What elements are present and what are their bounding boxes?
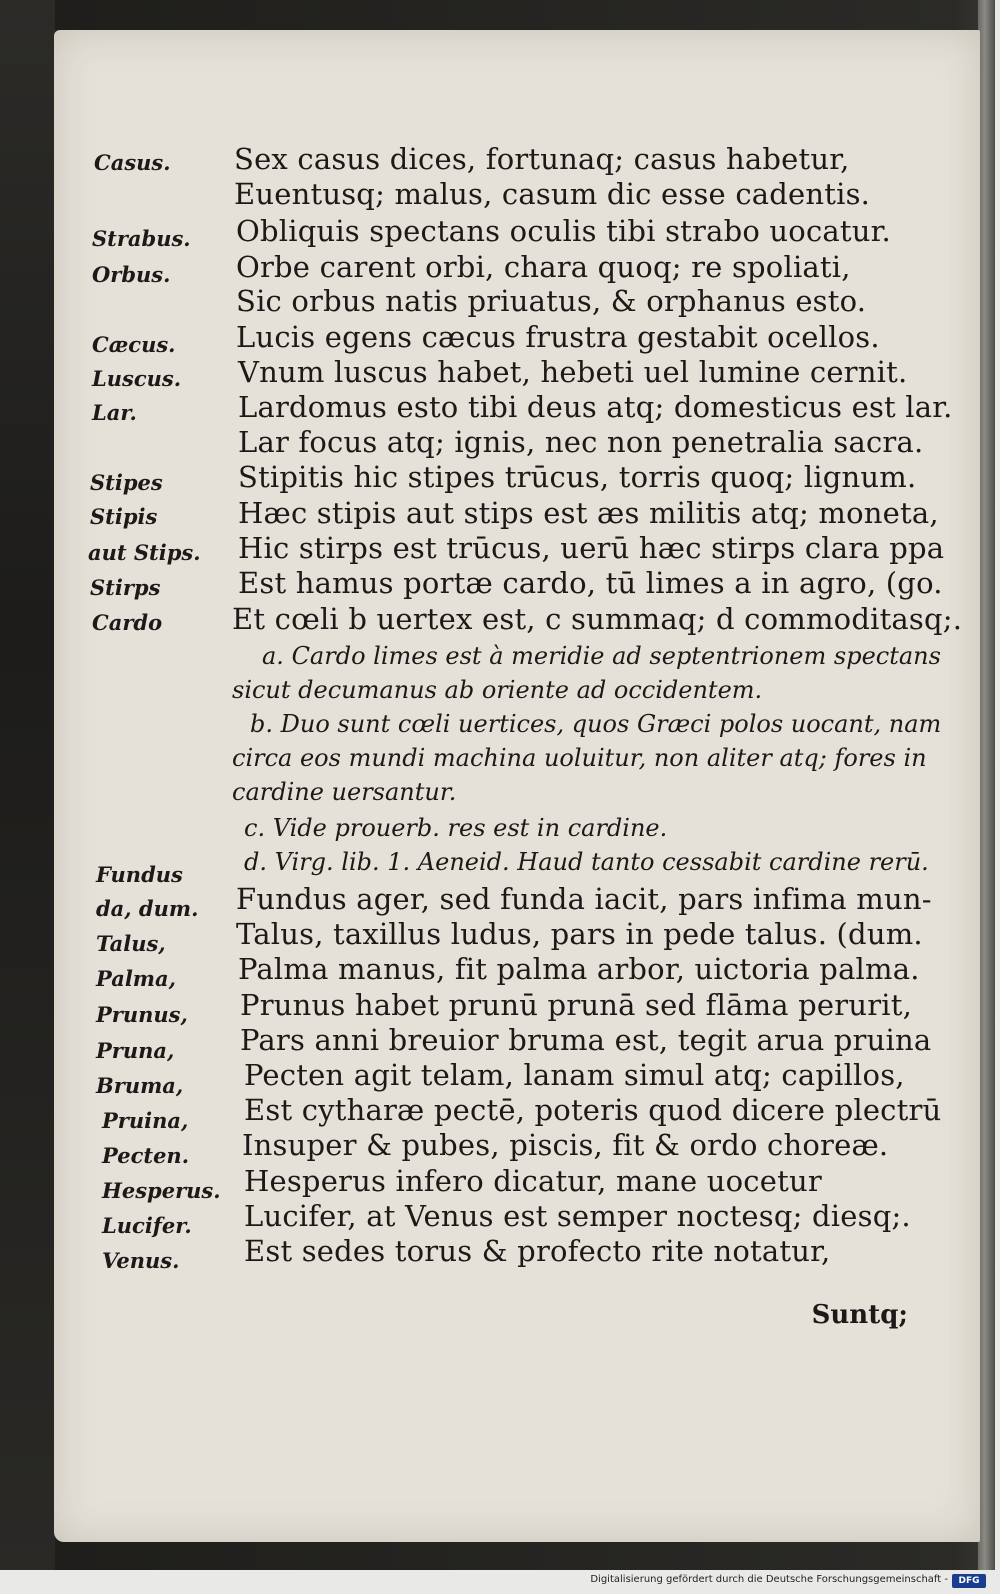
dfg-logo: DFG (952, 1574, 986, 1588)
verse-line: Lucis egens cæcus frustra gestabit ocellos. (236, 320, 880, 354)
verse-line: Stipitis hic stipes trūcus, torris quoq; lignum. (238, 460, 917, 494)
verse-line: Insuper & pubes, piscis, fit & ordo choreæ. (242, 1128, 889, 1162)
margin-note: Hesperus. (102, 1178, 221, 1203)
verse-line: Et cœli b uertex est, c summaq; d commoditasq;. (232, 602, 963, 636)
verse-line: Pars anni breuior bruma est, tegit arua pruina (240, 1023, 932, 1057)
margin-note: Pecten. (102, 1143, 190, 1168)
verse-line: Orbe carent orbi, chara quoq; re spoliati, (236, 250, 851, 284)
margin-note: Orbus. (92, 262, 171, 287)
verse-line: Lar focus atq; ignis, nec non penetralia sacra. (238, 425, 924, 459)
margin-note: Pruina, (102, 1108, 189, 1133)
margin-note: Casus. (94, 150, 171, 175)
page-edge (978, 0, 995, 1570)
verse-line: Hesperus infero dicatur, mane uocetur (244, 1164, 822, 1198)
margin-note: aut Stips. (88, 540, 201, 565)
margin-note: Bruma, (96, 1073, 184, 1098)
verse-line: Fundus ager, sed funda iacit, pars infima mun- (236, 882, 932, 916)
footnote-line: c. Vide prouerb. res est in cardine. (244, 814, 668, 842)
margin-note: Cæcus. (92, 332, 176, 357)
margin-note: Venus. (102, 1248, 180, 1273)
footnote-line: cardine uersantur. (232, 778, 457, 806)
book-page (54, 30, 980, 1542)
margin-note: Pruna, (96, 1038, 175, 1063)
verse-line: Est sedes torus & profecto rite notatur, (244, 1234, 831, 1268)
funding-credit: Digitalisierung gefördert durch die Deutsche Forschungsgemeinschaft - (590, 1574, 948, 1585)
footnote-line: d. Virg. lib. 1. Aeneid. Haud tanto cessabit cardine rerū. (244, 848, 929, 876)
margin-note: Cardo (92, 610, 163, 635)
margin-note: Stirps (90, 575, 161, 600)
verse-line: Est cytharæ pectē, poteris quod dicere plectrū (244, 1093, 942, 1127)
verse-line: Sic orbus natis priuatus, & orphanus esto. (236, 284, 867, 318)
margin-note: Lucifer. (102, 1213, 192, 1238)
verse-line: Talus, taxillus ludus, pars in pede talus. (dum. (236, 917, 923, 951)
verse-line: Hic stirps est trūcus, uerū hæc stirps clara ppa (238, 531, 945, 565)
footnote-line: b. Duo sunt cœli uertices, quos Græci polos uocant, nam (250, 710, 942, 738)
margin-note: Strabus. (92, 226, 191, 251)
margin-note: Talus, (96, 931, 166, 956)
margin-note: Fundus (96, 862, 183, 887)
margin-note: Luscus. (92, 366, 182, 391)
verse-line: Obliquis spectans oculis tibi strabo uocatur. (236, 214, 891, 248)
verse-line: Vnum luscus habet, hebeti uel lumine cernit. (238, 355, 908, 389)
verse-line: Hæc stipis aut stips est æs militis atq; moneta, (238, 496, 939, 530)
footnote-line: sicut decumanus ab oriente ad occidentem. (232, 676, 763, 704)
margin-note: Stipes (90, 470, 163, 495)
verse-line: Sex casus dices, fortunaq; casus habetur, (234, 142, 850, 176)
margin-note: Lar. (92, 400, 137, 425)
footnote-line: circa eos mundi machina uoluitur, non aliter atq; fores in (232, 744, 927, 772)
footer (0, 1572, 1000, 1594)
catchword: Suntq; (811, 1300, 908, 1330)
footnote-line: a. Cardo limes est à meridie ad septentrionem spectans (262, 642, 941, 670)
margin-note: Palma, (96, 966, 176, 991)
margin-note: Prunus, (96, 1002, 188, 1027)
binding-shadow (0, 0, 55, 1570)
margin-note: Stipis (90, 504, 158, 529)
verse-line: Lucifer, at Venus est semper noctesq; diesq;. (244, 1199, 911, 1233)
verse-line: Prunus habet prunū prunā sed flāma perurit, (240, 988, 913, 1022)
verse-line: Euentusq; malus, casum dic esse cadentis. (234, 177, 871, 211)
verse-line: Pecten agit telam, lanam simul atq; capillos, (244, 1058, 905, 1092)
margin-note: da, dum. (96, 896, 199, 921)
verse-line: Est hamus portæ cardo, tū limes a in agro, (go. (238, 566, 943, 600)
verse-line: Lardomus esto tibi deus atq; domesticus est lar. (238, 390, 953, 424)
verse-line: Palma manus, fit palma arbor, uictoria palma. (238, 952, 920, 986)
